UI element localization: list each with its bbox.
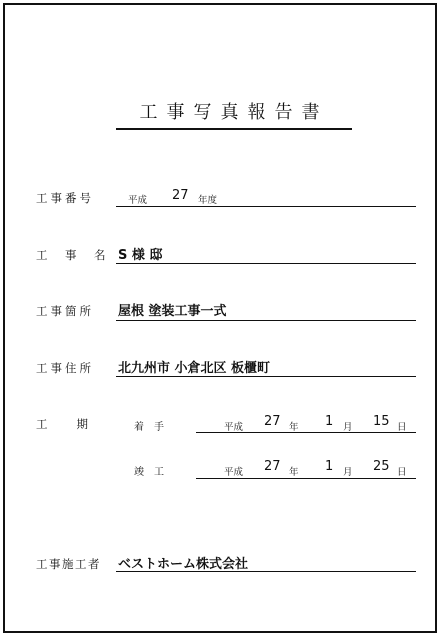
chakushu-year: 27 [264, 414, 281, 429]
document-title: 工事写真報告書 [116, 98, 352, 130]
shunko-era: 平成 [224, 467, 244, 478]
chakushu-underline [196, 432, 416, 433]
chakushu-year-unit: 年 [289, 422, 299, 433]
koji-mei-value: S 様 邸 [118, 248, 163, 263]
label-koki: 工 期 [36, 417, 90, 431]
chakushu-month: 1 [325, 414, 334, 429]
label-koji-bango: 工事番号 [36, 191, 94, 205]
label-koji-mei: 工 事 名 [36, 248, 109, 262]
shunko-month: 1 [325, 459, 334, 474]
koji-bango-year: 27 [172, 188, 189, 203]
shunko-label: 竣 工 [134, 467, 164, 478]
shunko-year: 27 [264, 459, 281, 474]
koji-bango-era: 平成 [128, 195, 148, 206]
chakushu-day-unit: 日 [397, 422, 407, 433]
shunko-month-unit: 月 [343, 467, 353, 478]
koji-jusho-value: 北九州市 小倉北区 板櫃町 [118, 361, 271, 376]
sekosha-value: ベストホーム株式会社 [118, 557, 249, 572]
koji-kasho-underline [116, 320, 416, 321]
koji-kasho-value: 屋根 塗装工事一式 [118, 304, 227, 319]
shunko-day: 25 [373, 459, 390, 474]
label-koji-jusho: 工事住所 [36, 361, 94, 375]
chakushu-label: 着 手 [134, 422, 164, 433]
shunko-day-unit: 日 [397, 467, 407, 478]
shunko-year-unit: 年 [289, 467, 299, 478]
koji-bango-unit: 年度 [198, 195, 218, 206]
koji-jusho-underline [116, 376, 416, 377]
shunko-underline [196, 478, 416, 479]
chakushu-month-unit: 月 [343, 422, 353, 433]
koji-mei-underline [116, 263, 416, 264]
sekosha-underline [116, 571, 416, 572]
chakushu-day: 15 [373, 414, 390, 429]
label-koji-kasho: 工事箇所 [36, 304, 94, 318]
chakushu-era: 平成 [224, 422, 244, 433]
label-sekosha: 工事施工者 [36, 557, 101, 571]
koji-bango-underline [116, 206, 416, 207]
